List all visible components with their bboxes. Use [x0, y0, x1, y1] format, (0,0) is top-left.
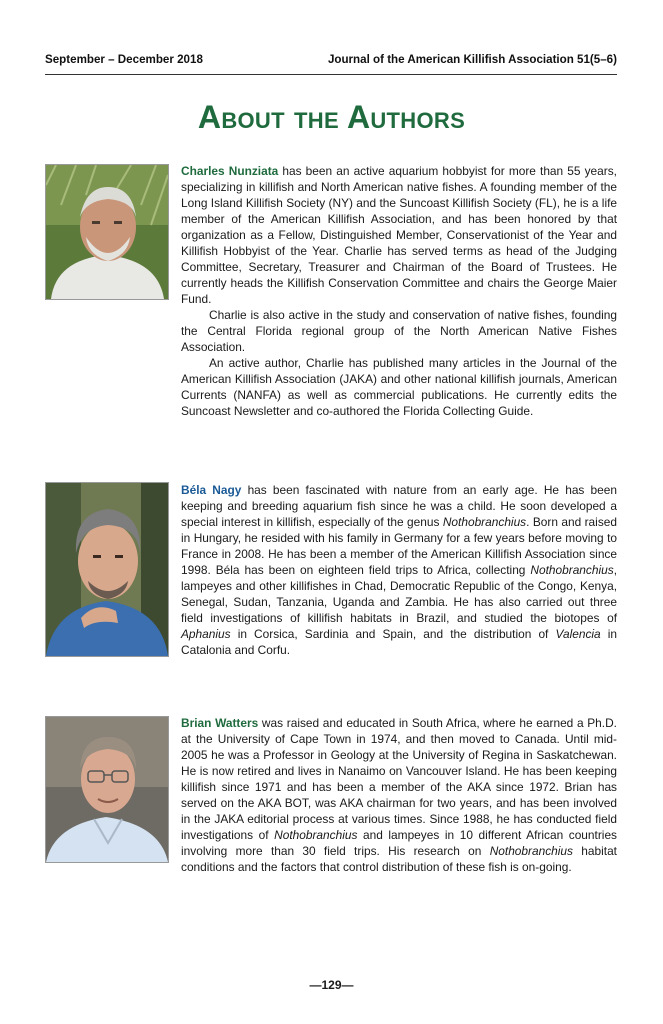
- running-header: [45, 53, 617, 66]
- author-photo-watters: [45, 716, 169, 863]
- header-date: September – December 2018: [45, 53, 203, 66]
- page-number: —129—: [309, 978, 354, 992]
- author-name-nagy: Béla Nagy: [181, 483, 242, 497]
- header-rule: [45, 74, 617, 75]
- bio-watters: [181, 715, 617, 875]
- page-title: About the Authors: [197, 99, 466, 135]
- bio-nunziata-p3: An active author, Charlie has published many articles in the Journal of the American Killifish Association (JAKA) and other national killifish journals, American Currents (NANFA) as well as commercial publications. He currently edits the Suncoast Newsletter and co-authored the Florida Collecting Guide.: [181, 356, 617, 418]
- bio-watters-p1: Brian Watters was raised and educated in South Africa, where he earned a Ph.D. at the University of Cape Town in 1974, and then moved to Canada. Until mid-2005 he was a Professor in Geology at the University of Regina in Saskatchewan. He is now retired and lives in Nanaimo on Vancouver Island. He has been keeping killifish since 1971 and has been a member of the AKA since 1972. Brian has served on the AKA BOT, was AKA chairman for two years, and has been involved in the JAKA editorial process at various times. Since 1988, he has conducted field investigations of Nothobranchius and lampeyes in 10 different African countries involving more than 30 field trips. His research on Nothobranchius habitat conditions and the factors that control distribution of these fish is on-going.: [181, 716, 617, 874]
- bio-nunziata: [181, 163, 617, 419]
- author-photo-nunziata: [45, 164, 169, 300]
- bio-nagy-p1: Béla Nagy has been fascinated with nature from an early age. He has been keeping and breeding aquarium fish since he was a child. He soon developed a special interest in killifish, especially of the genus Nothobranchius. Born and raised in Hungary, he resided with his family in Germany for a few years before moving to France in 2008. He has been a member of the American Killifish Association since 1998. Béla has been on eighteen field trips to Africa, collecting Nothobranchius, lampeyes and other killifishes in Chad, Democratic Republic of the Congo, Kenya, Senegal, Sudan, Tanzania, Uganda and Zambia. He has also carried out three field investigations of killifish habitats in Brazil, and studied the biotopes of Aphanius in Corsica, Sardinia and Spain, and the distribution of Valencia in Catalonia and Corfu.: [181, 483, 618, 657]
- author-name-watters: Brian Watters: [181, 716, 259, 730]
- bio-nunziata-p1: Charles Nunziata has been an active aquarium hobbyist for more than 55 years, specializing in killifish and North American native fishes. A founding member of the Long Island Killifish Society (NY) and the Suncoast Killifish Society (FL), he is a life member of the American Killifish Association, and has been honored by that organization as a Fellow, Distinguished Member, Conservationist of the Year and Killifish Hobbyist of the Year. Charlie has served terms as head of the Judging Committee, Secretary, Treasurer and Chairman of the Board of Trustees. He currently heads the Killifish Conservation Committee and chairs the George Maier Fund.: [181, 164, 617, 306]
- author-name-nunziata: Charles Nunziata: [181, 164, 279, 178]
- bio-nunziata-p2: Charlie is also active in the study and conservation of native fishes, founding the Central Florida regional group of the North American Native Fishes Association.: [181, 308, 617, 354]
- header-journal: Journal of the American Killifish Association 51(5–6): [327, 53, 617, 66]
- bio-nagy: [181, 482, 617, 658]
- author-photo-nagy: [45, 482, 169, 657]
